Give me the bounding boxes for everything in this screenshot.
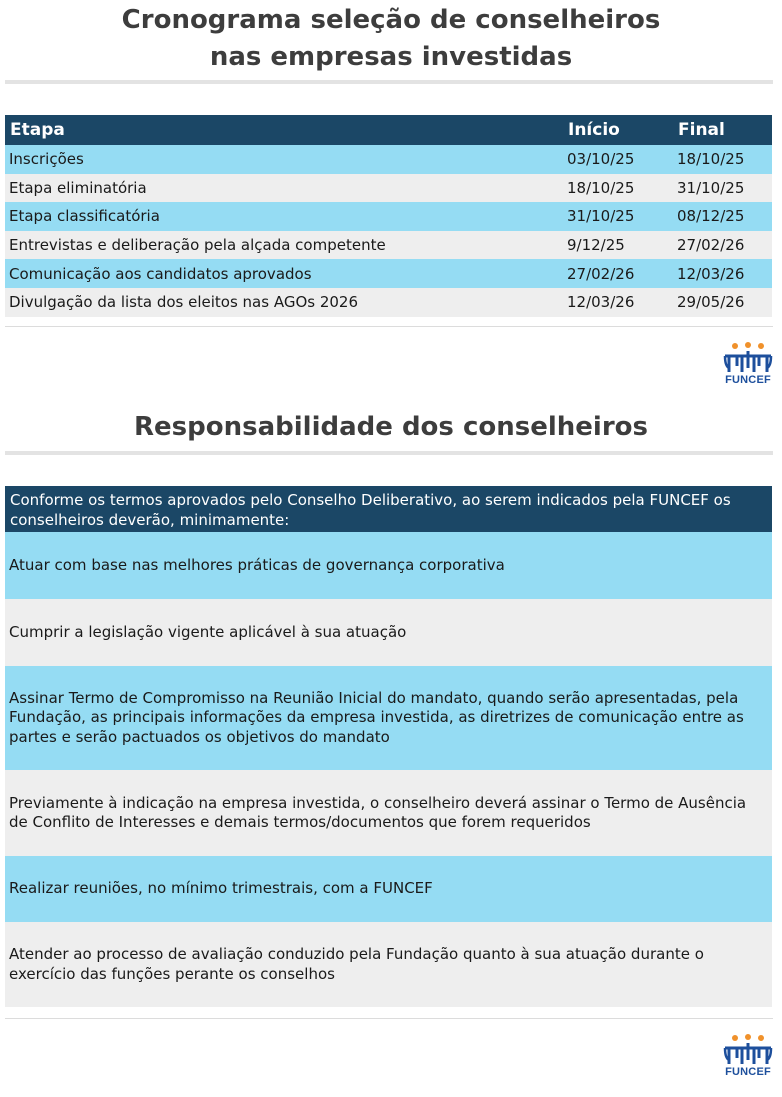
responsibilities-intro: Conforme os termos aprovados pelo Conselho Deliberativo, ao serem indicados pela FUNCEF os conselheiros deverão, minimamente:	[5, 486, 772, 532]
responsibilities-divider	[5, 451, 773, 455]
list-item	[5, 532, 772, 599]
funcef-logo-icon	[723, 342, 773, 374]
table-row	[5, 174, 772, 203]
responsibilities-title: Responsabilidade dos conselheiros	[134, 412, 648, 442]
row-start: 12/03/26	[563, 288, 673, 317]
schedule-title-line2: nas empresas investidas	[209, 42, 573, 72]
row-end: 18/10/25	[673, 145, 772, 174]
row-end: 08/12/25	[673, 202, 772, 231]
table-row	[5, 259, 772, 288]
funcef-logo	[723, 1034, 775, 1080]
header-start: Início	[563, 115, 673, 145]
list-bottom-divider	[5, 1018, 773, 1019]
list-item-text: Atuar com base nas melhores práticas de governança corporativa	[9, 555, 505, 574]
schedule-title-line1: Cronograma seleção de conselheiros	[121, 5, 661, 35]
row-end: 27/02/26	[673, 231, 772, 260]
table-row	[5, 202, 772, 231]
responsibilities-list	[5, 486, 772, 1007]
row-end: 29/05/26	[673, 288, 772, 317]
row-start: 27/02/26	[563, 259, 673, 288]
list-item	[5, 922, 772, 1007]
list-item	[5, 666, 772, 770]
schedule-title	[0, 2, 782, 76]
funcef-logo-text: FUNCEF	[725, 374, 771, 386]
list-item	[5, 770, 772, 856]
table-row	[5, 231, 772, 260]
row-start: 03/10/25	[563, 145, 673, 174]
schedule-table	[5, 115, 772, 317]
funcef-logo	[723, 342, 775, 388]
row-start: 31/10/25	[563, 202, 673, 231]
row-start: 18/10/25	[563, 174, 673, 203]
funcef-logo-icon	[723, 1034, 773, 1066]
table-bottom-divider	[5, 326, 773, 327]
row-stage: Entrevistas e deliberação pela alçada competente	[5, 231, 563, 260]
row-stage: Comunicação aos candidatos aprovados	[5, 259, 563, 288]
row-stage: Divulgação da lista dos eleitos nas AGOs 2026	[5, 288, 563, 317]
row-stage: Inscrições	[5, 145, 563, 174]
row-end: 31/10/25	[673, 174, 772, 203]
list-item-text: Assinar Termo de Compromisso na Reunião Inicial do mandato, quando serão apresentadas, pela Fundação, as principais informações da empresa investida, as diretrizes de comunicação entre as partes e serão pactuados os objetivos do mandato	[9, 688, 744, 746]
list-item	[5, 856, 772, 922]
header-end: Final	[673, 115, 772, 145]
header-stage: Etapa	[5, 115, 563, 145]
list-item-text: Atender ao processo de avaliação conduzido pela Fundação quanto à sua atuação durante o exercício das funções perante os conselhos	[9, 945, 704, 983]
row-end: 12/03/26	[673, 259, 772, 288]
row-stage: Etapa eliminatória	[5, 174, 563, 203]
row-stage: Etapa classificatória	[5, 202, 563, 231]
funcef-logo-text: FUNCEF	[725, 1066, 771, 1078]
row-start: 9/12/25	[563, 231, 673, 260]
list-item-text: Previamente à indicação na empresa investida, o conselheiro deverá assinar o Termo de Ausência de Conflito de Interesses e demais termos/documentos que forem requeridos	[9, 793, 747, 831]
table-row	[5, 145, 772, 174]
list-item	[5, 599, 772, 666]
table-header-row	[5, 115, 772, 145]
list-item-text: Cumprir a legislação vigente aplicável à sua atuação	[9, 622, 407, 641]
table-row	[5, 288, 772, 317]
list-item-text: Realizar reuniões, no mínimo trimestrais, com a FUNCEF	[9, 879, 433, 898]
title-divider	[5, 80, 773, 84]
